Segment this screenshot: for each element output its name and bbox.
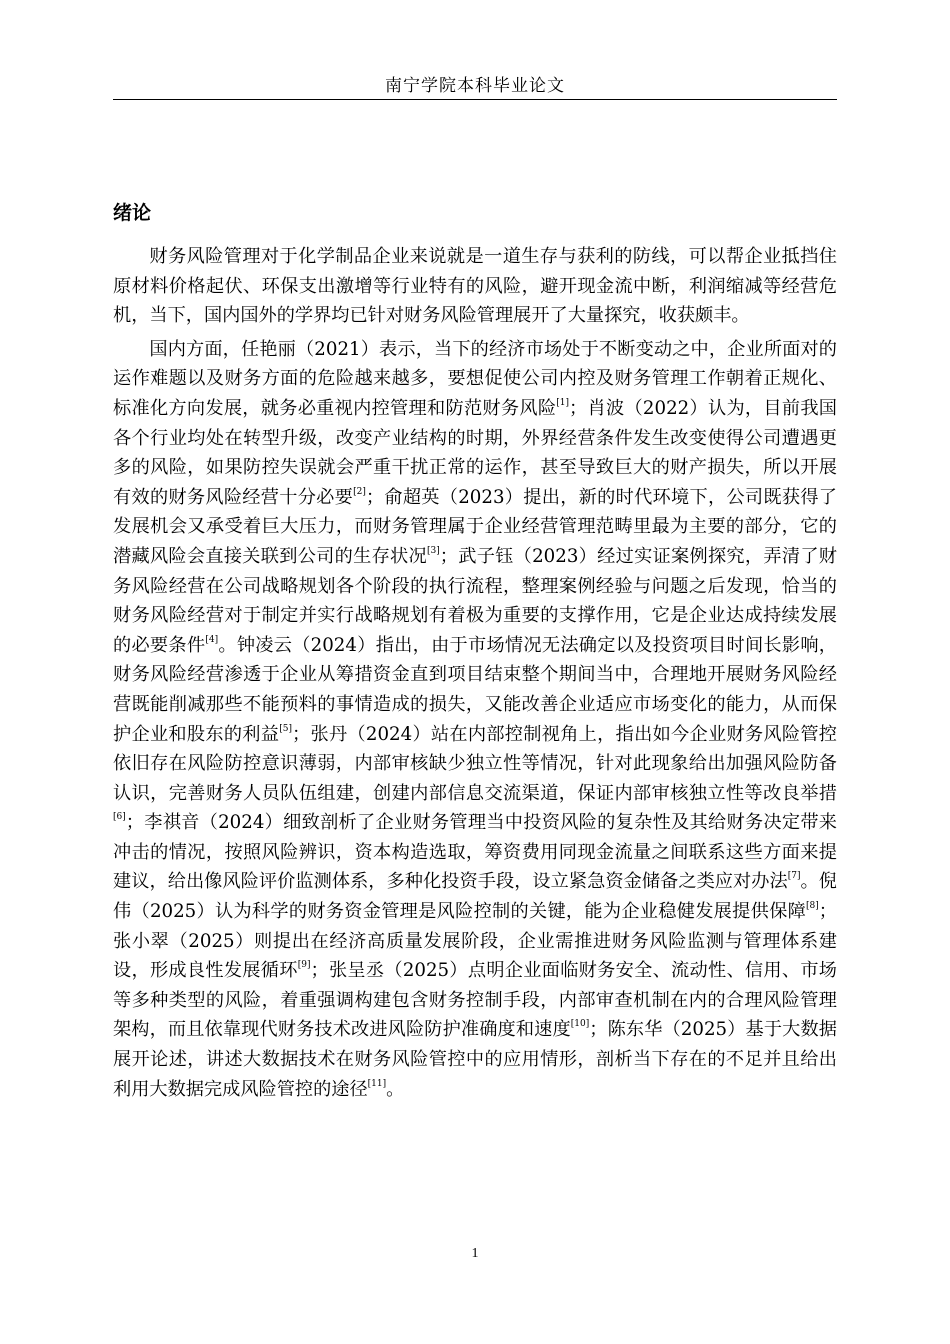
page-number: 1 bbox=[471, 1246, 479, 1261]
paragraph-text: 国内方面，任艳丽（2021）表示，当下的经济市场处于不断变动之中，企业所面对的运作难题以及财务方面的危险越来越多，要想促使公司内控及财务管理工作朝着正规化、标准化方向发展，就务必重视内控管理和防范财务风险 bbox=[113, 338, 837, 419]
paragraph-1 bbox=[113, 242, 837, 331]
paragraph-text: 。倪伟（2025）认为科学的财务资金管理是风险控制的关键，能为企业稳健发展提供保障 bbox=[113, 871, 837, 923]
paragraph-text: ；武子钰（2023）经过实证案例探究，弄清了财务风险经营在公司战略规划各个阶段的执行流程，整理案例经验与问题之后发现，恰当的财务风险经营对于制定并实行战略规划有着极为重要的支撑作用，它是企业达成持续发展的必要条件 bbox=[113, 545, 837, 656]
paragraph-text: ；张丹（2024）站在内部控制视角上，指出如今企业财务风险管控依旧存在风险防控意识薄弱，内部审核缺少独立性等情况，针对此现象给出加强风险防备认识，完善财务人员队伍组建，创建内部信息交流渠道，保证内部审核独立性等改良举措 bbox=[113, 723, 837, 804]
citation-marker: [7] bbox=[787, 871, 801, 882]
paragraph-text: ；李祺音（2024）细致剖析了企业财务管理当中投资风险的复杂性及其给财务决定带来冲击的情况，按照风险辨识，资本构造选取，筹资费用同现金流量之间联系这些方面来提建议，给出像风险评价监测体系，多种化投资手段，设立紧急资金储备之类应对办法 bbox=[113, 812, 837, 893]
citation-marker: [4] bbox=[205, 634, 219, 645]
citation-marker: [6] bbox=[113, 812, 126, 823]
paragraph-text: 。 bbox=[386, 1078, 405, 1100]
citation-marker: [5] bbox=[279, 723, 292, 734]
paragraph-2 bbox=[113, 335, 837, 1104]
section-heading: 绪论 bbox=[113, 202, 152, 224]
citation-marker: [8] bbox=[806, 901, 819, 912]
paragraph-text: 财务风险管理对于化学制品企业来说就是一道生存与获利的防线，可以帮企业抵挡住原材料价格起伏、环保支出激增等行业特有的风险，避开现金流中断，利润缩减等经营危机，当下，国内国外的学界均已针对财务风险管理展开了大量探究，收获颇丰。 bbox=[113, 246, 837, 327]
body-text bbox=[113, 242, 837, 1108]
citation-marker: [11] bbox=[367, 1078, 387, 1089]
running-header: 南宁学院本科毕业论文 bbox=[385, 76, 565, 96]
paragraph-text: ；张呈丞（2025）点明企业面临财务安全、流动性、信用、市场等多种类型的风险，着重强调构建包含财务控制手段，内部审查机制在内的合理风险管理架构，而且依靠现代财务技术改进风险防护准确度和速度 bbox=[113, 960, 837, 1041]
citation-marker: [2] bbox=[353, 486, 366, 497]
citation-marker: [3] bbox=[427, 545, 440, 556]
citation-marker: [10] bbox=[570, 1019, 590, 1030]
citation-marker: [1] bbox=[556, 397, 570, 408]
paragraph-text: ；俞超英（2023）提出，新的时代环境下，公司既获得了发展机会又承受着巨大压力，而财务管理属于企业经营管理范畴里最为主要的部分，它的潜藏风险会直接关联到公司的生存状况 bbox=[113, 486, 837, 567]
citation-marker: [9] bbox=[297, 960, 311, 971]
paragraph-text: ；张小翠（2025）则提出在经济高质量发展阶段，企业需推进财务风险监测与管理体系建设，形成良性发展循环 bbox=[113, 901, 837, 982]
paragraph-text: 。钟凌云（2024）指出，由于市场情况无法确定以及投资项目时间长影响，财务风险经营渗透于企业从筹措资金直到项目结束整个期间当中，合理地开展财务风险经营既能削减那些不能预料的事情造成的损失，又能改善企业适应市场变化的能力，从而保护企业和股东的利益 bbox=[113, 634, 837, 745]
paragraph-text: ；陈东华（2025）基于大数据展开论述，讲述大数据技术在财务风险管控中的应用情形，剖析当下存在的不足并且给出利用大数据完成风险管控的途径 bbox=[113, 1019, 837, 1100]
header-divider bbox=[113, 99, 837, 100]
paragraph-text: ；肖波（2022）认为，目前我国各个行业均处在转型升级，改变产业结构的时期，外界经营条件发生改变使得公司遭遇更多的风险，如果防控失误就会严重干扰正常的运作，甚至导致巨大的财产损失，所以开展有效的财务风险经营十分必要 bbox=[113, 397, 837, 508]
